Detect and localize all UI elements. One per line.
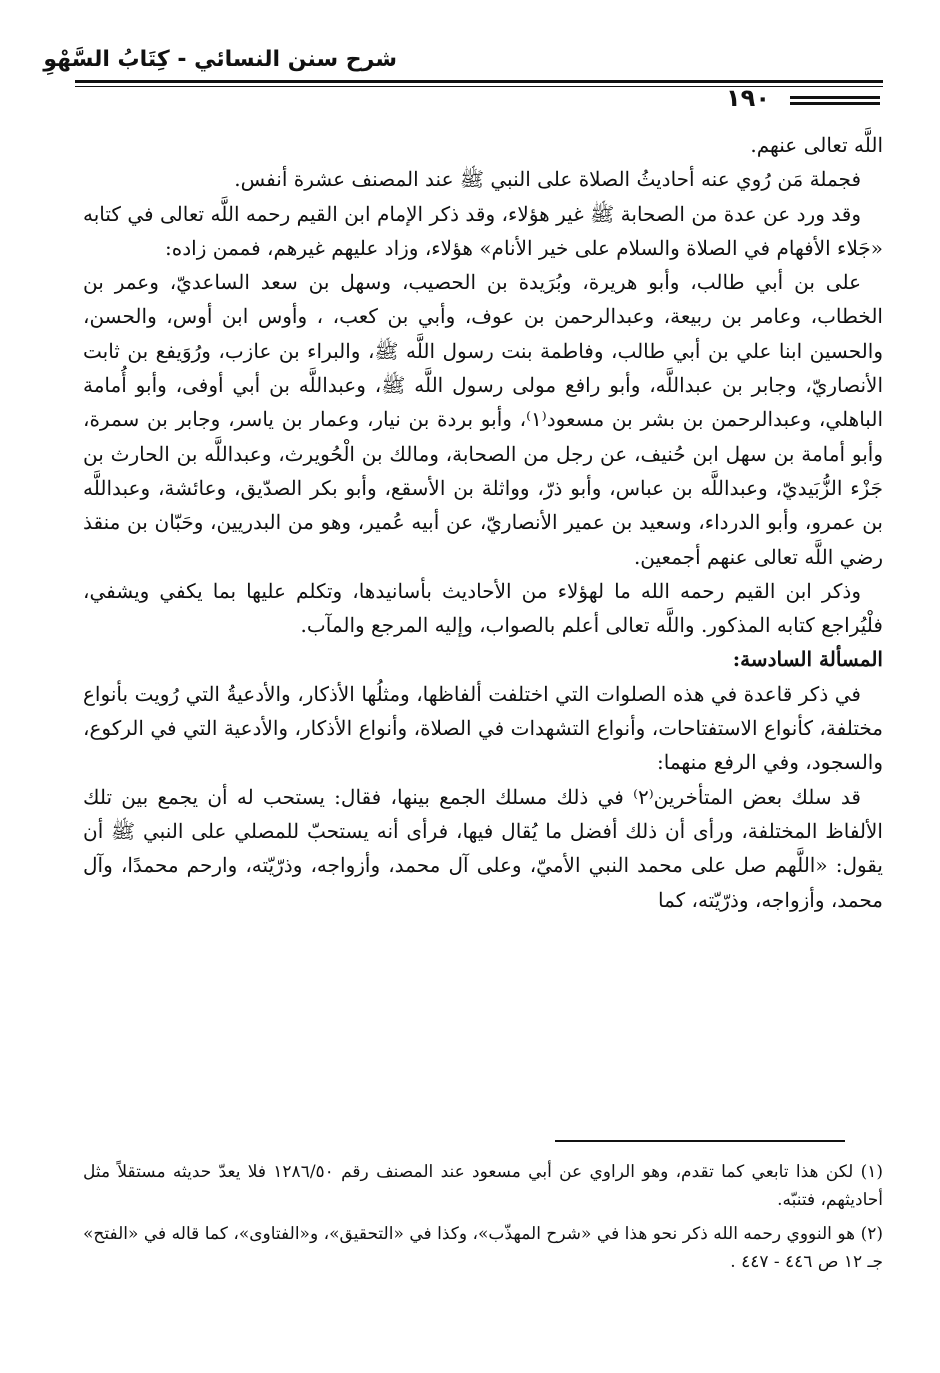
- section-heading: المسألة السادسة:: [732, 647, 883, 672]
- footnote-separator: [555, 1140, 845, 1142]
- footnote: (١) لكن هذا تابعي كما تقدم، وهو الراوي عن أبي مسعود عند المصنف رقم ١٢٨٦/٥٠ فلا يعدّ حديثه مستقلاً مثل أحاديثهم، فتنبّه.: [83, 1162, 883, 1210]
- paragraph: اللَّه تعالى عنهم.: [750, 133, 883, 157]
- paragraph: فجملة مَن رُوي عنه أحاديثُ الصلاة على النبي ﷺ عند المصنف عشرة أنفس.: [234, 167, 861, 192]
- paragraph: قد سلك بعض المتأخرين⁽٢⁾ في ذلك مسلك الجمع بينها، فقال: يستحب له أن يجمع بين تلك الألفاظ المختلفة، ورأى أن ذلك أفضل ما يُقال فيها، فرأى أنه يستحبّ للمصلي على النبي ﷺ أن يقول: «اللَّهم صل على محمد النبي الأميّ، وعلى آل محمد، وأزواجه، وذرّيّته، وارحم محمدًا، وآل محمد، وأزواجه، وذرّيّته، كما: [83, 784, 883, 912]
- paragraph: وذكر ابن القيم رحمه الله ما لهؤلاء من الأحاديث بأسانيدها، وتكلم عليها بما يكفي ويشفي، فلْيُراجع كتابه المذكور. واللَّه تعالى أعلم بالصواب، وإليه المرجع والمآب.: [83, 578, 883, 638]
- paragraph: في ذكر قاعدة في هذه الصلوات التي اختلفت ألفاظها، ومثلُها الأذكار، والأدعيةُ التي رُويت بأنواع مختلفة، كأنواع الاستفتاحات، وأنواع التشهدات في الصلاة، وأنواع الأذكار، والأدعية التي في الركوع، والسجود، وفي الرفع منهما:: [83, 681, 883, 775]
- main-text: [83, 128, 883, 917]
- page-number: ١٩٠: [726, 84, 770, 112]
- running-title: شرح سنن النسائي - كِتَابُ السَّهْوِ: [43, 47, 397, 72]
- page-number-rule: [790, 96, 880, 99]
- paragraph: وقد ورد عن عدة من الصحابة ﷺ غير هؤلاء، وقد ذكر الإمام ابن القيم رحمه اللَّه تعالى في كتابه «جَلاء الأفهام في الصلاة والسلام على خير الأنام» هؤلاء، وزاد عليهم غيرهم، فممن زاده:: [83, 201, 883, 260]
- page-number-rule-second: [790, 102, 880, 105]
- footnotes: [83, 1158, 883, 1282]
- paragraph: على بن أبي طالب، وأبو هريرة، وبُرَيدة بن الحصيب، وسهل بن سعد الساعديّ، وعمر بن الخطاب، وعامر بن ربيعة، وعبدالرحمن بن عوف، وأبي بن كعب، ، وأوس ابن أوس، والحسن، والحسين ابنا علي بن أبي طالب، وفاطمة بنت رسول اللَّه ﷺ، والبراء بن عازب، ورُوَيفع بن ثابت الأنصاريّ، وجابر بن عبداللَّه، وأبو رافع مولى رسول اللَّه ﷺ، وعبداللَّه بن أبي أوفى، وأبو أُمامة الباهلي، وعبدالرحمن بن بشر بن مسعود⁽١⁾، وأبو بردة بن نيار، وعمار بن ياسر، وجابر بن سمرة، وأبو أمامة بن سهل ابن حُنيف، عن رجل من الصحابة، ومالك بن الْحُويرث، وعبداللَّه بن الحارث بن جَزْء الزُّبَيديّ، وعبداللَّه بن عباس، وأبو ذرّ، وواثلة بن الأسقع، وأبو بكر الصدّيق، وعائشة، وعبداللَّه بن عمرو، وأبو الدرداء، وسعيد بن عمير الأنصاريّ، عن أبيه عُمير، وهو من البدريين، وحَبّان بن منقذ رضي اللَّه تعالى عنهم أجمعين.: [83, 270, 883, 569]
- footnote: (٢) هو النووي رحمه الله ذكر نحو هذا في «شرح المهذّب»، وكذا في «التحقيق»، و«الفتاوى»، كما قاله في «الفتح» جـ ١٢ ص ٤٤٦ - ٤٤٧ .: [83, 1224, 883, 1272]
